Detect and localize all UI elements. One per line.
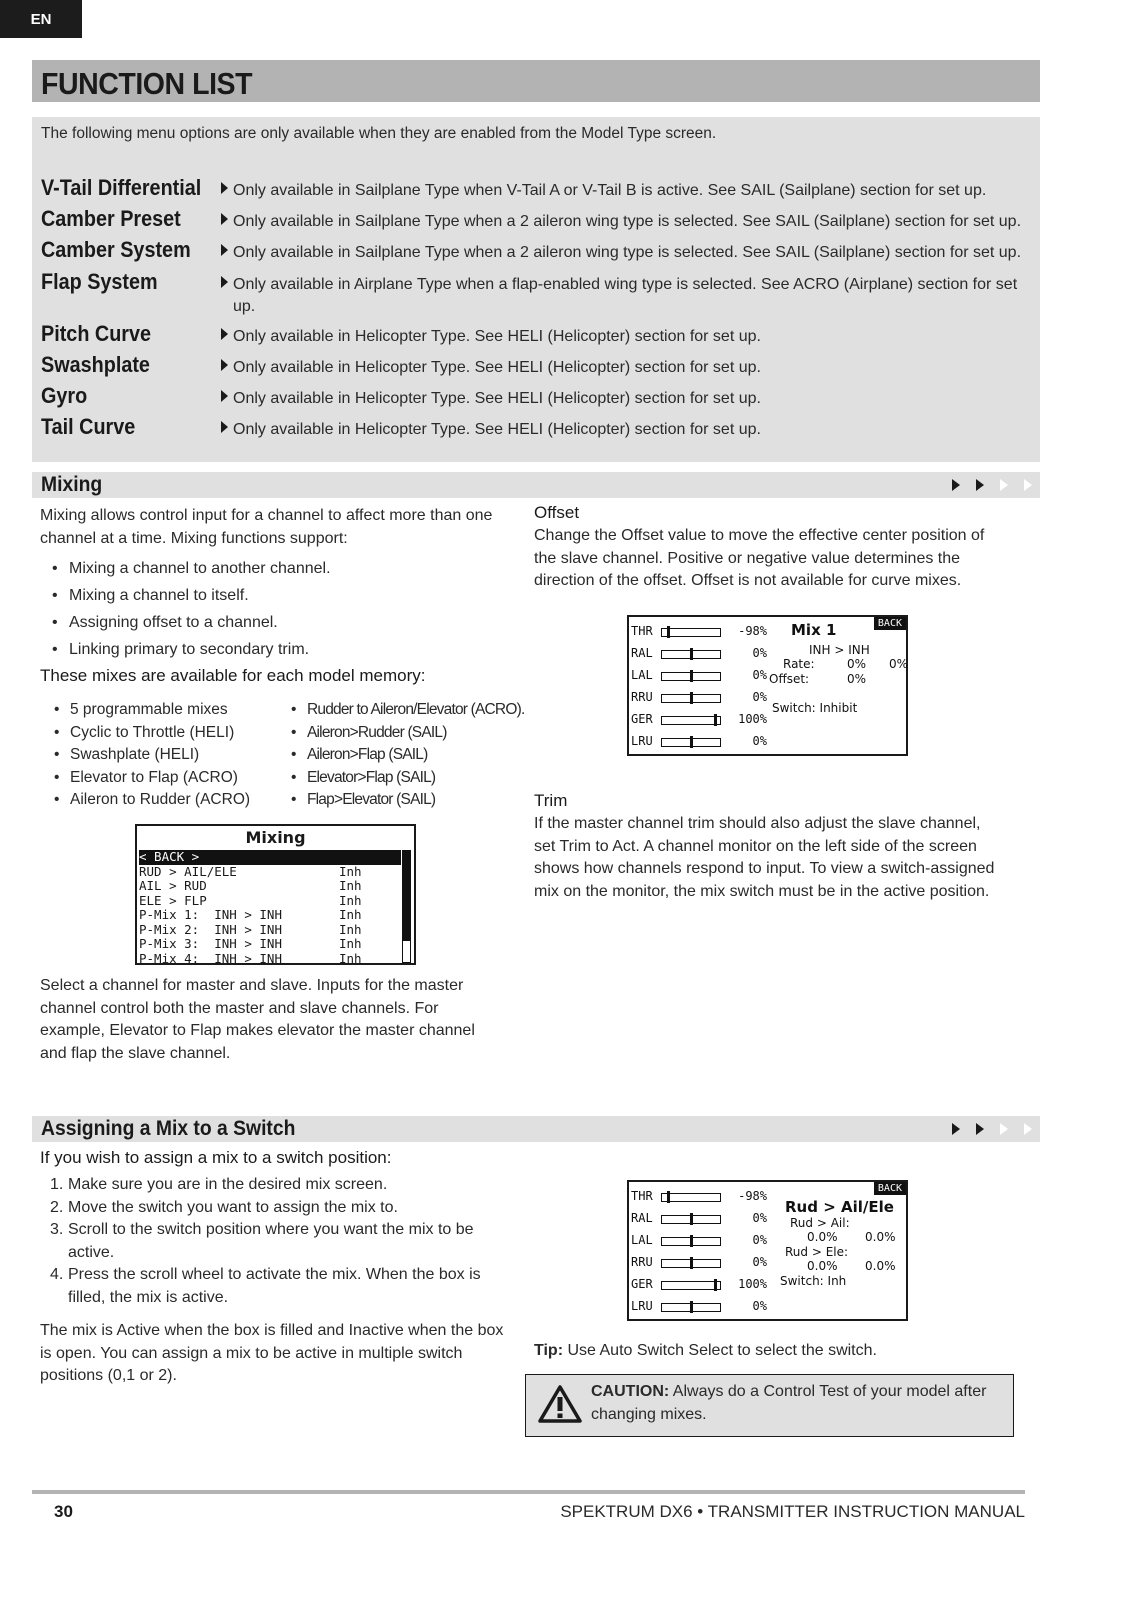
arrow-right-icon: [1000, 479, 1008, 491]
caution-text: Always do a Control Test of your model after changing mixes.: [591, 1383, 987, 1423]
list-item: • Aileron to Rudder (ACRO): [40, 789, 280, 812]
row-status: Inh: [339, 921, 362, 937]
screen-row: [139, 879, 401, 894]
page-number: 30: [54, 1502, 73, 1521]
arrow-right-icon: [221, 421, 228, 433]
channel-row: [631, 710, 771, 732]
function-name: Gyro: [41, 383, 88, 408]
row-status: Inh: [339, 907, 362, 922]
channel-bar: [661, 1281, 721, 1290]
channel-tick: [714, 1279, 717, 1291]
rud-ail-label: Rud > Ail:: [790, 1216, 850, 1230]
channel-value: 0%: [752, 1255, 767, 1269]
channel-bar: [661, 672, 721, 681]
assign-section-bar: [32, 1116, 1040, 1142]
channel-tick: [667, 1191, 670, 1203]
offset-text: Change the Offset value to move the effective center position of the slave channel. Positive or negative value determines the direction of the offset. Offset is not available for curve mixes.: [534, 527, 985, 589]
step-number: 1.: [50, 1176, 64, 1193]
mixes-available-heading: These mixes are available for each model memory:: [40, 666, 426, 685]
channel-label: GER: [631, 1277, 653, 1291]
function-desc: Only available in Helicopter Type. See HELI (Helicopter) section for set up.: [233, 328, 761, 345]
channel-tick: [690, 1301, 693, 1313]
channel-label: GER: [631, 712, 653, 726]
channel-bar: [661, 650, 721, 659]
function-desc: Only available in Sailplane Type when a 2 aileron wing type is selected. See SAIL (Sailplane) section for set up.: [233, 244, 1022, 261]
row-label: P-Mix 2: INH > INH: [139, 921, 282, 937]
function-desc: Only available in Airplane Type when a flap-enabled wing type is selected. See ACRO (Airplane) section for set up.: [233, 276, 1018, 315]
step-item: [40, 1219, 505, 1264]
row-label: P-Mix 1: INH > INH: [139, 907, 282, 922]
screen-row: [139, 923, 401, 938]
rud-ail-ele-screen: [627, 1180, 908, 1321]
arrow-right-icon: [221, 182, 228, 194]
channel-label: RAL: [631, 646, 653, 660]
mixing-intro: Mixing allows control input for a channel to affect more than one channel at a time. Mixing functions support:: [40, 507, 493, 547]
rate-value-b: 0%: [889, 657, 909, 671]
channel-bar: [661, 1193, 721, 1202]
row-label: P-Mix 3: INH > INH: [139, 936, 282, 951]
channel-tick: [690, 1213, 693, 1225]
channel-row: [631, 1231, 771, 1253]
screen-row: [139, 894, 401, 909]
channel-value: 100%: [738, 1277, 767, 1291]
function-desc: Only available in Helicopter Type. See HELI (Helicopter) section for set up.: [233, 421, 761, 438]
channel-bar: [661, 1215, 721, 1224]
channel-row: [631, 732, 771, 754]
step-text: Scroll to the switch position where you want the mix to be active.: [68, 1221, 474, 1261]
channel-value: 100%: [738, 712, 767, 726]
channel-label: LAL: [631, 668, 653, 682]
list-item: • Swashplate (HELI): [40, 744, 280, 767]
arrow-right-icon: [976, 1123, 984, 1135]
row-label: ELE > FLP: [139, 892, 207, 908]
channel-value: 0%: [752, 646, 767, 660]
row-label: P-Mix 4: INH > INH: [139, 950, 282, 965]
list-item: • Mixing a channel to itself.: [40, 582, 510, 609]
channel-row: [631, 622, 771, 644]
section-arrows: [952, 1123, 1032, 1135]
function-name: Flap System: [41, 269, 158, 294]
channel-tick: [690, 736, 693, 748]
list-item: • Cyclic to Throttle (HELI): [40, 722, 280, 745]
channel-row: [631, 688, 771, 710]
footer-title: SPEKTRUM DX6 • TRANSMITTER INSTRUCTION MANUAL: [560, 1502, 1025, 1521]
caution-box: [525, 1374, 1014, 1437]
list-item: • Elevator>Flap (SAIL): [277, 767, 517, 790]
channel-value: 0%: [752, 1299, 767, 1313]
arrow-right-icon: [221, 328, 228, 340]
arrow-right-icon: [221, 244, 228, 256]
step-number: 3.: [50, 1221, 64, 1238]
channel-bar: [661, 694, 721, 703]
footer-rule: [32, 1490, 1025, 1494]
channel-value: 0%: [752, 690, 767, 704]
tip: [534, 1340, 877, 1363]
channel-row: [631, 1275, 771, 1297]
section-arrows: [952, 479, 1032, 491]
assign-note: The mix is Active when the box is filled and Inactive when the box is open. You can assign a mix to be active in multiple switch positions (0,1 or 2).: [40, 1322, 504, 1384]
switch-setting: Switch: Inh: [780, 1274, 847, 1288]
select-channel-text: Select a channel for master and slave. Inputs for the master channel control both the master and slave channels. For example, Elevator to Flap makes elevator the master channel and flap the slave channel.: [40, 977, 475, 1062]
channel-row: [631, 1253, 771, 1275]
mix1-screen: [627, 615, 908, 756]
mixing-supports-list: [40, 555, 510, 663]
channel-bar: [661, 738, 721, 747]
function-list-title: FUNCTION LIST: [41, 66, 253, 101]
row-status: Inh: [339, 936, 362, 951]
row-status: Inh: [339, 950, 362, 965]
screen-title: Rud > Ail/Ele: [785, 1198, 894, 1216]
arrow-right-icon: [1024, 479, 1032, 491]
channel-tick: [690, 692, 693, 704]
list-item: • Aileron>Flap (SAIL): [277, 744, 517, 767]
assign-lead: If you wish to assign a mix to a switch position:: [40, 1148, 392, 1167]
row-status: Inh: [339, 878, 362, 893]
function-name: Swashplate: [41, 352, 150, 377]
step-text: Move the switch you want to assign the mix to.: [68, 1198, 398, 1216]
row-label: AIL > RUD: [139, 878, 207, 893]
list-item: • Flap>Elevator (SAIL): [277, 789, 517, 812]
screen-row: [139, 865, 401, 880]
assign-section-title: Assigning a Mix to a Switch: [41, 1117, 296, 1140]
row-label: < BACK >: [139, 849, 200, 864]
function-name: Pitch Curve: [41, 321, 152, 346]
function-name: Tail Curve: [41, 414, 136, 439]
function-desc: Only available in Helicopter Type. See HELI (Helicopter) section for set up.: [233, 359, 761, 376]
channel-value: -98%: [738, 624, 767, 638]
channel-bar: [661, 1303, 721, 1312]
screen-row: [139, 908, 401, 923]
step-text: Make sure you are in the desired mix screen.: [68, 1176, 388, 1193]
mixing-section-title: Mixing: [41, 473, 103, 496]
list-item: • Elevator to Flap (ACRO): [40, 767, 280, 790]
channel-label: LRU: [631, 734, 653, 748]
rud-ail-value-a: 0.0%: [807, 1230, 838, 1244]
screen-row: [139, 937, 401, 952]
arrow-right-icon: [952, 1123, 960, 1135]
channel-row: [631, 1297, 771, 1319]
channel-label: RRU: [631, 1255, 653, 1269]
rud-ele-value-b: 0.0%: [865, 1259, 896, 1273]
back-label: BACK: [874, 617, 906, 630]
row-status: Inh: [339, 892, 362, 908]
list-item: • Rudder to Aileron/Elevator (ACRO).: [277, 699, 517, 722]
screen-row: [139, 952, 401, 966]
assign-steps: [40, 1174, 505, 1309]
arrow-right-icon: [976, 479, 984, 491]
warning-icon: [538, 1384, 582, 1424]
channel-value: 0%: [752, 734, 767, 748]
channel-label: RRU: [631, 690, 653, 704]
mixes-list-right: [277, 699, 525, 812]
caution-label: CAUTION:: [591, 1383, 670, 1400]
rate-value-a: 0%: [847, 657, 867, 671]
trim-title: Trim: [534, 791, 568, 810]
offset-title: Offset: [534, 503, 580, 522]
arrow-right-icon: [1000, 1123, 1008, 1135]
tip-label: Tip:: [534, 1342, 564, 1359]
list-item: • 5 programmable mixes: [40, 699, 280, 722]
function-name: Camber System: [41, 237, 191, 262]
channel-tick: [690, 648, 693, 660]
arrow-right-icon: [952, 479, 960, 491]
channel-label: LRU: [631, 1299, 653, 1313]
channel-label: THR: [631, 1189, 653, 1203]
step-number: 2.: [50, 1198, 64, 1216]
channel-tick: [667, 626, 670, 638]
list-item: • Mixing a channel to another channel.: [40, 555, 510, 582]
function-list-box: [32, 117, 1040, 462]
channel-tick: [690, 1235, 693, 1247]
switch-setting: Switch: Inhibit: [772, 701, 858, 715]
function-desc: Only available in Sailplane Type when a 2 aileron wing type is selected. See SAIL (Sailplane) section for set up.: [233, 213, 1022, 230]
arrow-right-icon: [221, 390, 228, 402]
function-list-intro: The following menu options are only available when they are enabled from the Model Type screen.: [41, 125, 717, 142]
screen-title: Mixing: [245, 828, 306, 847]
function-desc: Only available in Helicopter Type. See HELI (Helicopter) section for set up.: [233, 390, 761, 407]
rud-ele-label: Rud > Ele:: [785, 1245, 849, 1259]
offset-label: Offset:: [769, 672, 810, 686]
channel-row: [631, 1187, 771, 1209]
channel-bar: [661, 628, 721, 637]
arrow-right-icon: [221, 276, 228, 288]
channel-label: LAL: [631, 1233, 653, 1247]
offset-value: 0%: [847, 672, 867, 686]
mixing-section-bar: [32, 472, 1040, 498]
step-item: [40, 1197, 505, 1220]
step-item: [40, 1264, 505, 1309]
row-status: Inh: [339, 863, 362, 879]
list-item: • Aileron>Rudder (SAIL): [277, 722, 517, 745]
channel-label: RAL: [631, 1211, 653, 1225]
function-name: V-Tail Differential: [41, 175, 202, 200]
scrollbar: [402, 850, 411, 963]
mixing-menu-screen: [135, 824, 416, 965]
channel-value: 0%: [752, 668, 767, 682]
function-name: Camber Preset: [41, 206, 181, 231]
row-label: RUD > AIL/ELE: [139, 863, 237, 879]
channel-tick: [690, 1257, 693, 1269]
mix-io: INH > INH: [809, 643, 870, 657]
step-text: Press the scroll wheel to activate the mix. When the box is filled, the mix is active.: [68, 1266, 481, 1306]
channel-tick: [714, 714, 717, 726]
arrow-right-icon: [221, 213, 228, 225]
channel-tick: [690, 670, 693, 682]
scrollbar-thumb: [403, 851, 410, 941]
list-item: • Assigning offset to a channel.: [40, 609, 510, 636]
channel-row: [631, 1209, 771, 1231]
channel-bar: [661, 716, 721, 725]
channel-value: 0%: [752, 1211, 767, 1225]
mixes-list-left: [40, 699, 280, 812]
trim-text: If the master channel trim should also adjust the slave channel, set Trim to Act. A channel monitor on the left side of the screen shows how channels respond to input. To view a switch-assigned mix on the monitor, the mix switch must be in the active position.: [534, 815, 995, 900]
channel-label: THR: [631, 624, 653, 638]
channel-value: 0%: [752, 1233, 767, 1247]
channel-bar: [661, 1237, 721, 1246]
channel-bar: [661, 1259, 721, 1268]
tip-text: Use Auto Switch Select to select the switch.: [567, 1342, 877, 1359]
step-item: [40, 1174, 505, 1197]
channel-row: [631, 666, 771, 688]
list-item: • Linking primary to secondary trim.: [40, 636, 510, 663]
screen-title: Mix 1: [791, 621, 837, 639]
function-desc: Only available in Sailplane Type when V-Tail A or V-Tail B is active. See SAIL (Sailplane) section for set up.: [233, 182, 987, 199]
channel-row: [631, 644, 771, 666]
rud-ele-value-a: 0.0%: [807, 1259, 838, 1273]
arrow-right-icon: [221, 359, 228, 371]
caution-text-block: [591, 1381, 1001, 1426]
channel-value: -98%: [738, 1189, 767, 1203]
rud-ail-value-b: 0.0%: [865, 1230, 896, 1244]
arrow-right-icon: [1024, 1123, 1032, 1135]
language-tab: EN: [0, 0, 82, 38]
screen-row: [139, 850, 401, 865]
step-number: 4.: [50, 1266, 64, 1283]
back-label: BACK: [874, 1182, 906, 1195]
function-list-header: [32, 60, 1040, 102]
rate-label: Rate:: [783, 657, 815, 671]
